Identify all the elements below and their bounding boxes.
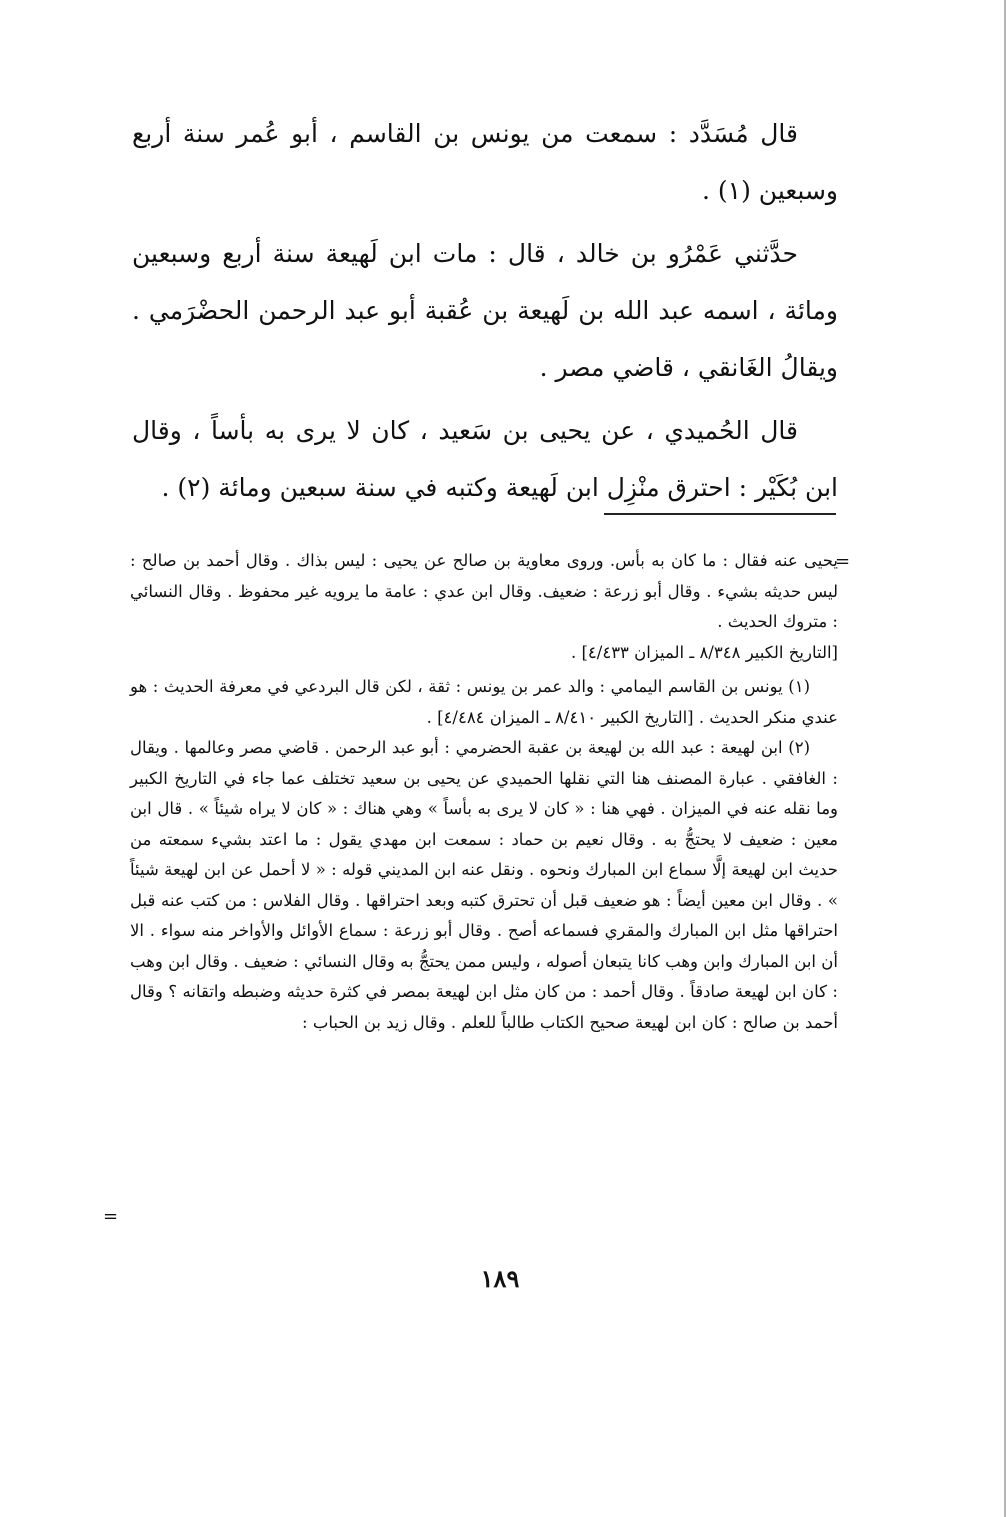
footnote-separator [604,513,836,515]
footnote-continuation-reference: [التاريخ الكبير ٨/٣٤٨ ـ الميزان ٤/٤٣٣] . [570,642,838,662]
main-paragraph: حدَّثني عَمْرُو بن خالد ، قال : مات ابن لَهيعة سنة أربع وسبعين ومائة ، اسمه عبد الله بن لَهيعة بن عُقبة أبو عبد الرحمن الحضْرَمي . ويقالُ الغَانقي ، قاضي مصر . [132,239,838,382]
main-paragraph: قال مُسَدَّد : سمعت من يونس بن القاسم ، أبو عُمر سنة أربع وسبعين (١) . [132,119,838,205]
footnote-1: (١) يونس بن القاسم اليمامي : والد عمر بن يونس : ثقة ، لكن قال البردعي في معرفة الحديث : هو عندي منكر الحديث . [التاريخ الكبير ٨/٤١٠ ـ الميزان ٤/٤٨٤] . [130,677,838,727]
footnote-continuation: يحيى عنه فقال : ما كان به بأس. وروى معاوية بن صالح عن يحيى : ليس بذاك . وقال أحمد بن صالح : ليس حديثه بشيء . وقال أبو زرعة : ضعيف. وقال ابن عدي : عامة ما يرويه غير محفوظ . وقال النسائي : متروك الحديث . [130,551,838,631]
continuation-marker-start: = [835,551,851,572]
continuation-marker-end: = [103,1206,119,1227]
main-paragraph: قال الحُميدي ، عن يحيى بن سَعيد ، كان لا يرى به بأساً ، وقال ابن بُكَيْر : احترق منْزِل ابن لَهيعة وكتبه في سنة سبعين ومائة (٢) . [132,416,838,502]
footnote-2: (٢) ابن لهيعة : عبد الله بن لهيعة بن عقبة الحضرمي : أبو عبد الرحمن . قاضي مصر وعالمها . ويقال : الغافقي . عبارة المصنف هنا التي نقلها الحميدي عن يحيى بن سعيد تختلف عما جاء في التاريخ الكبير وما نقله عنه في الميزان . فهي هنا : « كان لا يرى به بأساً » وهي هناك : « كان لا يراه شيئاً » . قال ابن معين : ضعيف لا يحتجُّ به . وقال نعيم بن حماد : سمعت ابن مهدي يقول : ما اعتد بشيء سمعته من حديث ابن لهيعة إلَّا سماع ابن المبارك ونحوه . ونقل عنه ابن المديني قوله : « لا أحمل عن ابن لهيعة شيئاً » . وقال ابن معين أيضاً : هو ضعيف قبل أن تحترق كتبه وبعد احتراقها . وقال الفلاس : من كتب عنه قبل احتراقها مثل ابن المبارك والمقري فسماعه أصح . وقال أبو زرعة : سماع الأوائل والأواخر منه سواء . الا أن ابن المبارك وابن وهب كانا يتبعان أصوله ، وليس ممن يحتجُّ به وقال النسائي : ضعيف . وقال ابن وهب : كان ابن لهيعة صادقاً . وقال أحمد : من كان مثل ابن لهيعة بمصر في كثرة حديثه وضبطه واتقانه ؟ وقال أحمد بن صالح : كان ابن لهيعة صحيح الكتاب طالباً للعلم . وقال زيد بن الحباب : [130,738,838,1032]
page-number: ١٨٩ [480,1264,520,1293]
main-text [132,105,838,522]
footnotes [130,546,838,1038]
